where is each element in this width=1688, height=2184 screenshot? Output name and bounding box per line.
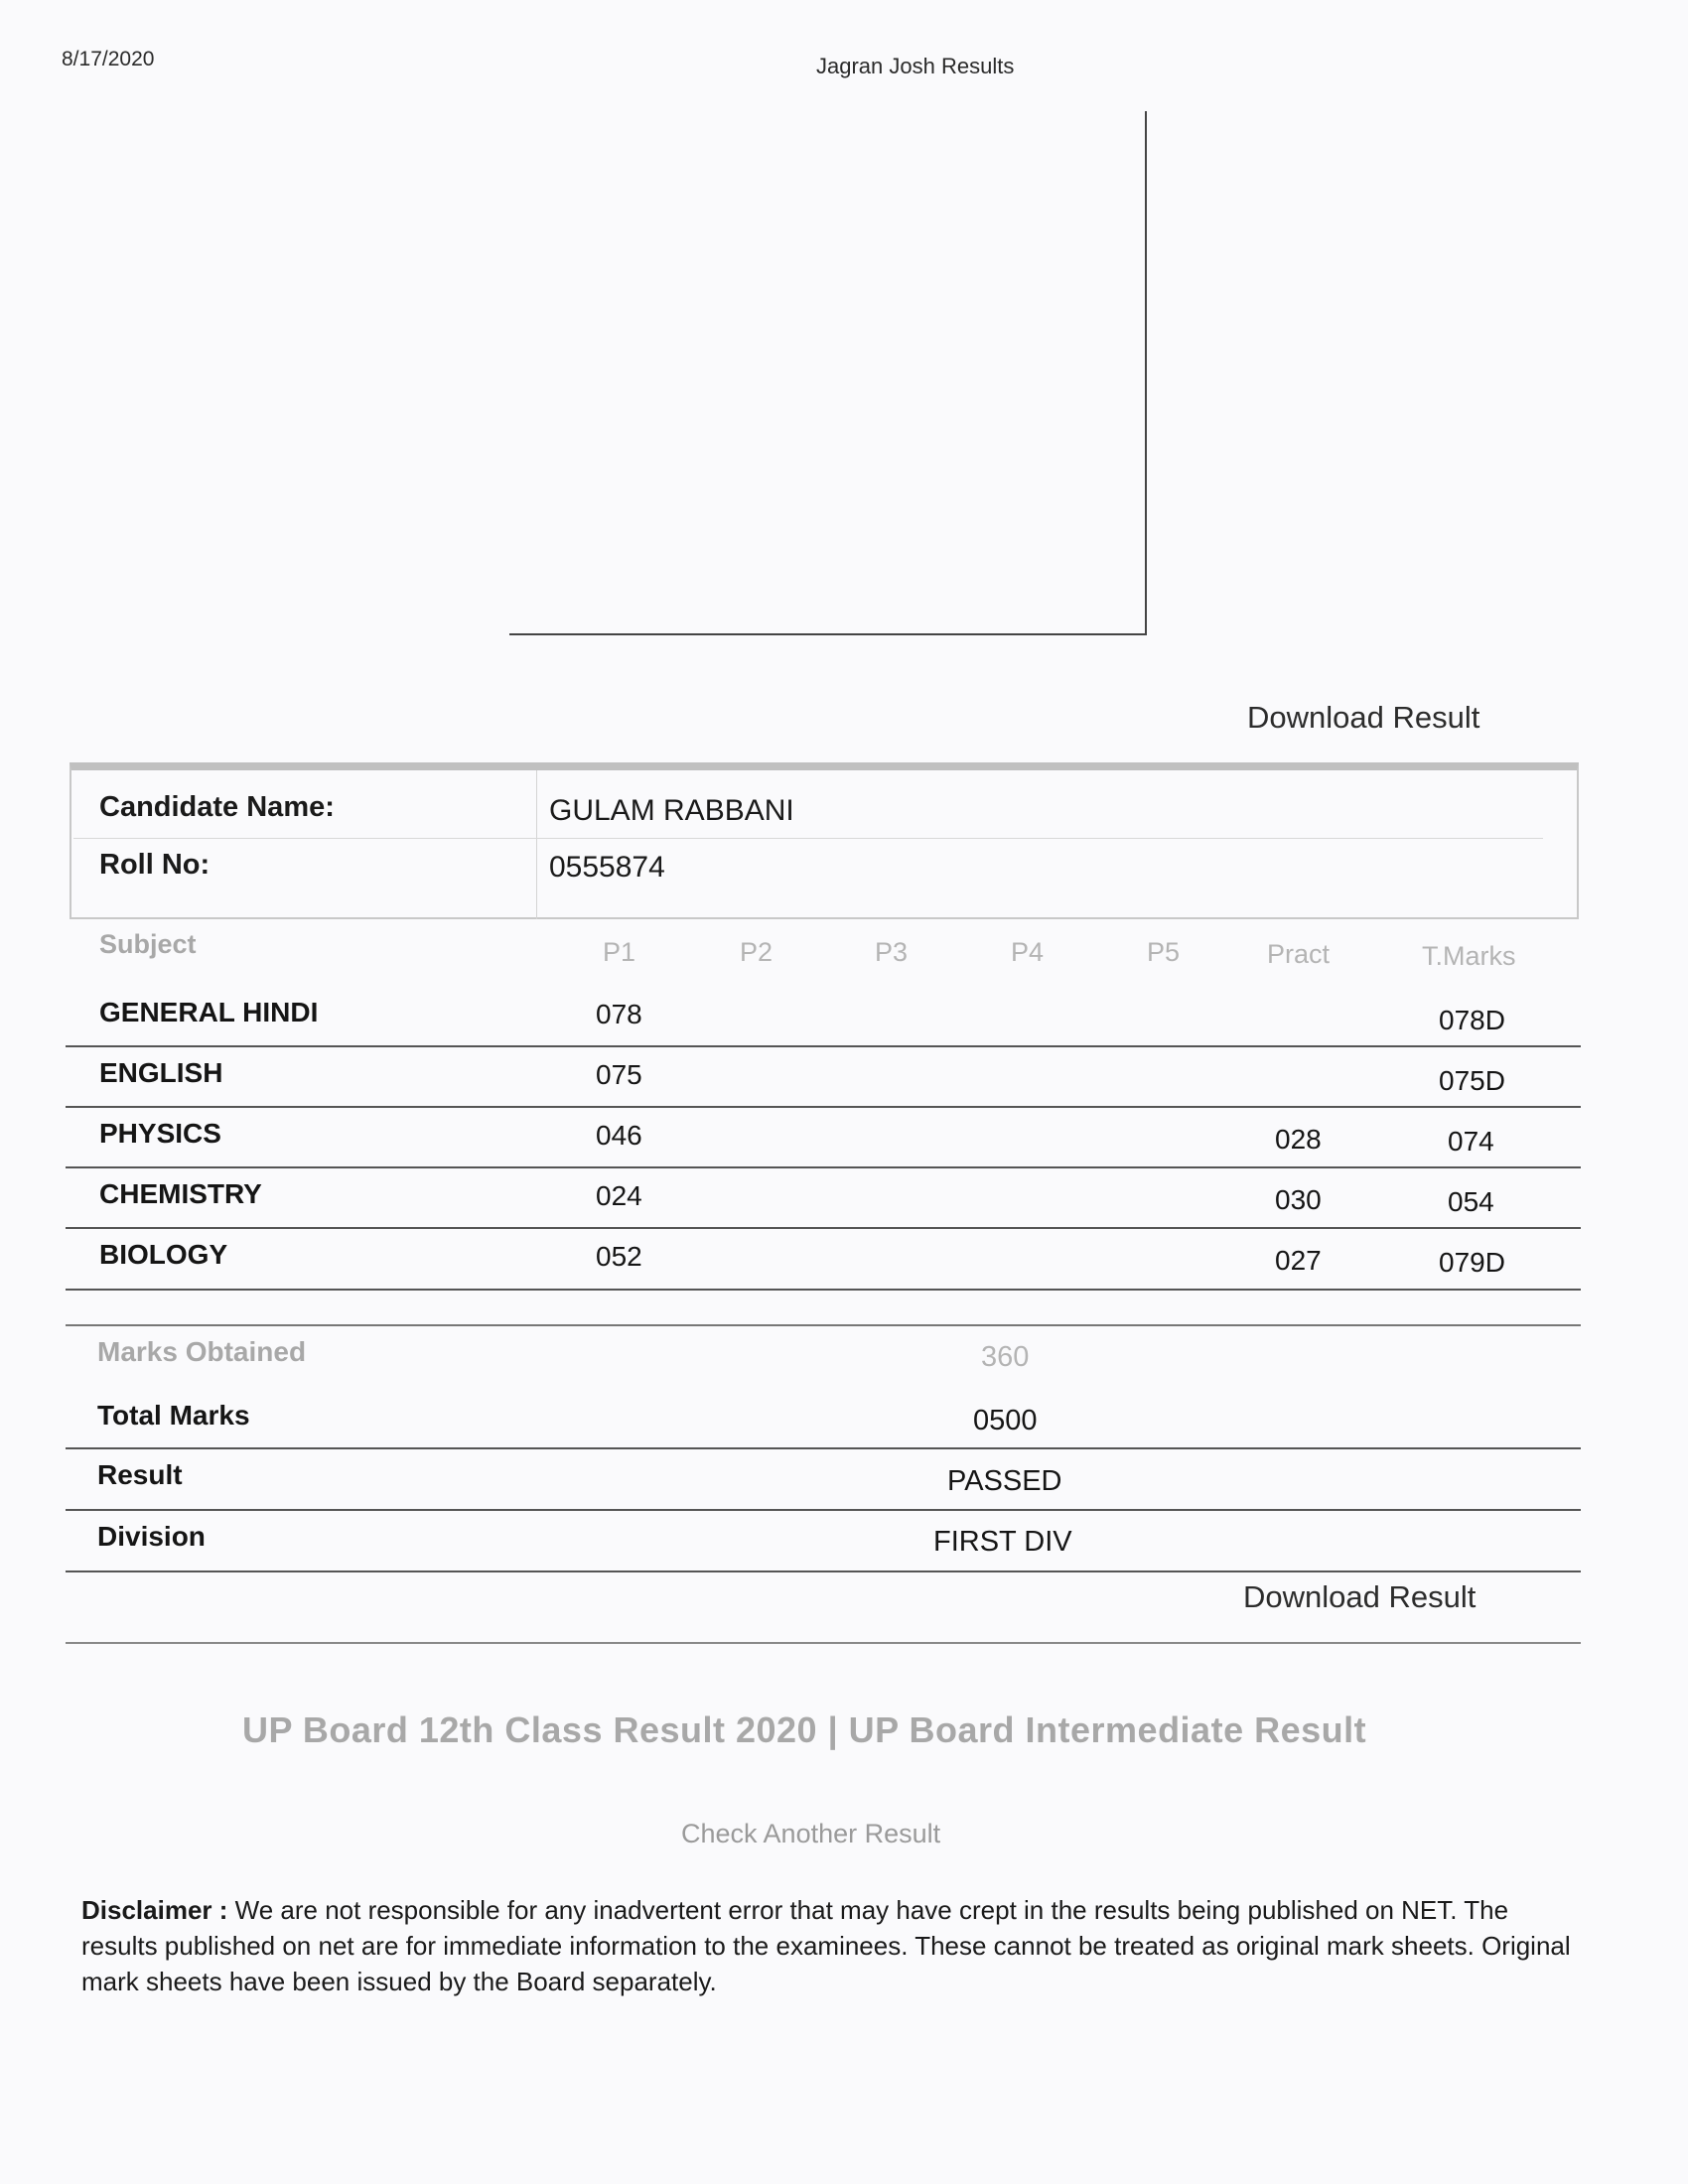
table-row-p1: 052 <box>596 1241 642 1272</box>
table-row-p1: 075 <box>596 1059 642 1090</box>
candidate-name-label: Candidate Name: <box>99 791 335 823</box>
board-result-heading[interactable]: UP Board 12th Class Result 2020 | UP Board Intermediate Result <box>242 1709 1367 1750</box>
marks-obtained-value: 360 <box>981 1341 1030 1373</box>
table-row-total: 054 <box>1448 1186 1494 1217</box>
row-divider <box>66 1509 1581 1511</box>
roll-no-label: Roll No: <box>99 849 211 881</box>
table-row-total: 078D <box>1439 1005 1505 1035</box>
table-row-subject: PHYSICS <box>99 1118 221 1149</box>
photo-placeholder <box>509 111 1147 635</box>
row-divider <box>66 1642 1581 1644</box>
info-divider <box>73 838 1543 839</box>
row-divider <box>66 1227 1581 1229</box>
table-row-pract: 028 <box>1275 1124 1322 1155</box>
table-row-total: 079D <box>1439 1247 1505 1278</box>
result-value: PASSED <box>947 1465 1062 1497</box>
check-another-result-link[interactable]: Check Another Result <box>681 1819 941 1848</box>
table-row-subject: BIOLOGY <box>99 1239 228 1270</box>
print-title: Jagran Josh Results <box>816 54 1015 78</box>
row-divider <box>66 1447 1581 1449</box>
total-marks-value: 0500 <box>973 1405 1038 1436</box>
table-row-pract: 030 <box>1275 1184 1322 1215</box>
download-result-link-top[interactable]: Download Result <box>1247 700 1480 735</box>
candidate-name-value: GULAM RABBANI <box>549 794 794 827</box>
row-divider <box>66 1289 1581 1291</box>
table-row-pract: 027 <box>1275 1245 1322 1276</box>
column-header-pract: Pract <box>1267 939 1331 969</box>
table-row-total: 074 <box>1448 1126 1494 1157</box>
column-header-total-marks: T.Marks <box>1422 941 1516 971</box>
column-header-p3: P3 <box>875 937 909 967</box>
table-row-subject: ENGLISH <box>99 1057 223 1088</box>
table-row-p1: 024 <box>596 1180 642 1211</box>
row-divider <box>66 1045 1581 1047</box>
table-row-subject: GENERAL HINDI <box>99 997 319 1027</box>
disclaimer-label: Disclaimer : <box>81 1895 228 1925</box>
division-value: FIRST DIV <box>933 1526 1072 1558</box>
column-header-p1: P1 <box>603 937 636 967</box>
row-divider <box>66 1324 1581 1326</box>
candidate-info-box <box>70 762 1579 919</box>
table-row-subject: CHEMISTRY <box>99 1178 262 1209</box>
column-header-p5: P5 <box>1147 937 1181 967</box>
info-divider <box>536 770 537 919</box>
result-label: Result <box>97 1459 183 1490</box>
print-date: 8/17/2020 <box>62 48 155 70</box>
row-divider <box>66 1106 1581 1108</box>
column-header-subject: Subject <box>99 929 197 959</box>
table-row-p1: 078 <box>596 999 642 1029</box>
disclaimer-text: We are not responsible for any inadvertent error that may have crept in the results being published on NET. The results published on net are for immediate information to the examinees. These cannot be treated as original mark sheets. Original mark sheets have been issued by the Board separately. <box>81 1895 1571 1996</box>
table-row-total: 075D <box>1439 1065 1505 1096</box>
marks-obtained-label: Marks Obtained <box>97 1336 307 1367</box>
roll-no-value: 0555874 <box>549 851 665 884</box>
table-row-p1: 046 <box>596 1120 642 1151</box>
download-result-link-bottom[interactable]: Download Result <box>1243 1579 1477 1614</box>
division-label: Division <box>97 1521 206 1552</box>
disclaimer <box>81 1892 1571 1999</box>
total-marks-label: Total Marks <box>97 1400 250 1431</box>
column-header-p4: P4 <box>1011 937 1045 967</box>
row-divider <box>66 1570 1581 1572</box>
column-header-p2: P2 <box>740 937 774 967</box>
row-divider <box>66 1166 1581 1168</box>
